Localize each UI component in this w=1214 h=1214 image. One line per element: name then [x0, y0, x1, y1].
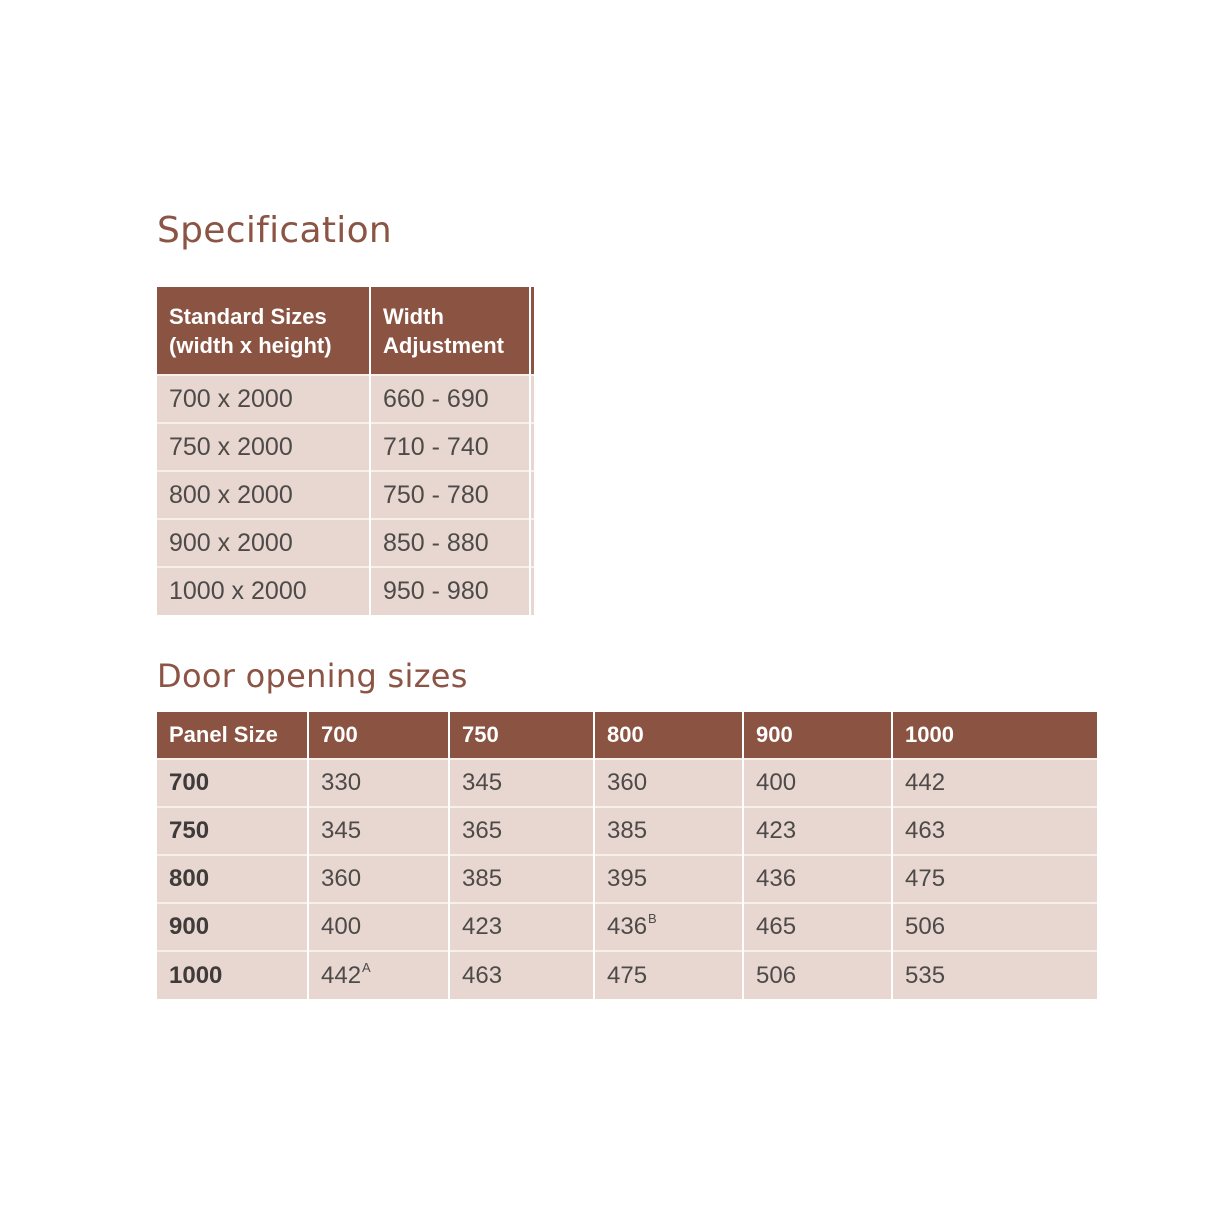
- value-cell: [308, 951, 449, 999]
- value-cell: [449, 951, 594, 999]
- value: 475: [905, 865, 946, 892]
- table-row: [157, 375, 534, 423]
- table-header-row: [157, 287, 534, 375]
- table-row: [157, 807, 1097, 855]
- sliver-cell: [530, 423, 534, 471]
- width-adjustment-cell: 660 - 690: [370, 375, 530, 423]
- width-adjustment-cell: 710 - 740: [370, 423, 530, 471]
- value-cell: [743, 759, 892, 807]
- standard-size-cell: 1000 x 2000: [157, 567, 370, 615]
- header-sliver: [530, 287, 534, 375]
- standard-size-cell: 750 x 2000: [157, 423, 370, 471]
- value: 345: [462, 769, 503, 796]
- specification-table: [157, 287, 534, 615]
- sliver-cell: [530, 567, 534, 615]
- value-cell: [449, 759, 594, 807]
- sliver-cell: [530, 519, 534, 567]
- header-1000: 1000: [892, 712, 1097, 759]
- table-row: [157, 471, 534, 519]
- footnote-marker: A: [362, 959, 371, 975]
- value-cell: [594, 759, 743, 807]
- sliver-cell: [530, 375, 534, 423]
- value: 423: [756, 817, 797, 844]
- header-panel-size: Panel Size: [157, 712, 308, 759]
- value-cell: [594, 903, 743, 951]
- sliver-cell: [530, 471, 534, 519]
- value-cell: [449, 903, 594, 951]
- value-cell: [308, 807, 449, 855]
- table-header-row: [157, 712, 1097, 759]
- value: 360: [607, 769, 648, 796]
- header-line: Standard Sizes: [169, 303, 327, 329]
- value: 436: [756, 865, 797, 892]
- value: 385: [462, 865, 503, 892]
- table-row: [157, 519, 534, 567]
- table-row: [157, 855, 1097, 903]
- value: 423: [462, 913, 503, 940]
- panel-size-cell: 800: [157, 855, 308, 903]
- value-cell: [892, 759, 1097, 807]
- value: 400: [321, 913, 362, 940]
- value-cell: [594, 855, 743, 903]
- value: 345: [321, 817, 362, 844]
- value: 400: [756, 769, 797, 796]
- value: 506: [905, 913, 946, 940]
- value-cell: [743, 855, 892, 903]
- specification-heading: Specification: [157, 210, 393, 251]
- value: 535: [905, 961, 946, 989]
- header-750: 750: [449, 712, 594, 759]
- header-standard-sizes: [157, 287, 370, 375]
- value: 463: [462, 961, 503, 989]
- panel-size-cell: 700: [157, 759, 308, 807]
- width-adjustment-cell: 750 - 780: [370, 471, 530, 519]
- panel-size-cell: 1000: [157, 951, 308, 999]
- value-cell: [892, 951, 1097, 999]
- value-cell: [892, 855, 1097, 903]
- standard-size-cell: 900 x 2000: [157, 519, 370, 567]
- table-row: [157, 759, 1097, 807]
- table-row: [157, 903, 1097, 951]
- value-cell: [308, 759, 449, 807]
- value-cell: [449, 855, 594, 903]
- value-cell: [308, 855, 449, 903]
- value: 436: [607, 913, 648, 940]
- panel-size-cell: 900: [157, 903, 308, 951]
- value-cell: [892, 903, 1097, 951]
- value-cell: [743, 903, 892, 951]
- table-row: [157, 951, 1097, 999]
- footnote-marker: B: [648, 911, 657, 926]
- value: 442: [321, 961, 362, 989]
- width-adjustment-cell: 950 - 980: [370, 567, 530, 615]
- value: 442: [905, 769, 946, 796]
- value-cell: [743, 807, 892, 855]
- value-cell: [594, 951, 743, 999]
- value: 475: [607, 961, 648, 989]
- width-adjustment-cell: 850 - 880: [370, 519, 530, 567]
- header-line: (width x height): [169, 332, 332, 358]
- door-opening-heading: Door opening sizes: [157, 657, 468, 695]
- value-cell: [308, 903, 449, 951]
- table-row: [157, 567, 534, 615]
- door-opening-table: [157, 712, 1097, 999]
- value: 506: [756, 961, 797, 989]
- value-cell: [594, 807, 743, 855]
- value-cell: [743, 951, 892, 999]
- value: 360: [321, 865, 362, 892]
- value: 365: [462, 817, 503, 844]
- header-800: 800: [594, 712, 743, 759]
- standard-size-cell: 800 x 2000: [157, 471, 370, 519]
- value-cell: [892, 807, 1097, 855]
- panel-size-cell: 750: [157, 807, 308, 855]
- standard-size-cell: 700 x 2000: [157, 375, 370, 423]
- value: 463: [905, 817, 946, 844]
- value: 395: [607, 865, 648, 892]
- header-line: Adjustment: [383, 332, 504, 358]
- header-line: Width: [383, 303, 444, 329]
- header-900: 900: [743, 712, 892, 759]
- value: 385: [607, 817, 648, 844]
- header-width-adjustment: [370, 287, 530, 375]
- value: 465: [756, 913, 797, 940]
- header-700: 700: [308, 712, 449, 759]
- value: 330: [321, 769, 362, 796]
- value-cell: [449, 807, 594, 855]
- table-row: [157, 423, 534, 471]
